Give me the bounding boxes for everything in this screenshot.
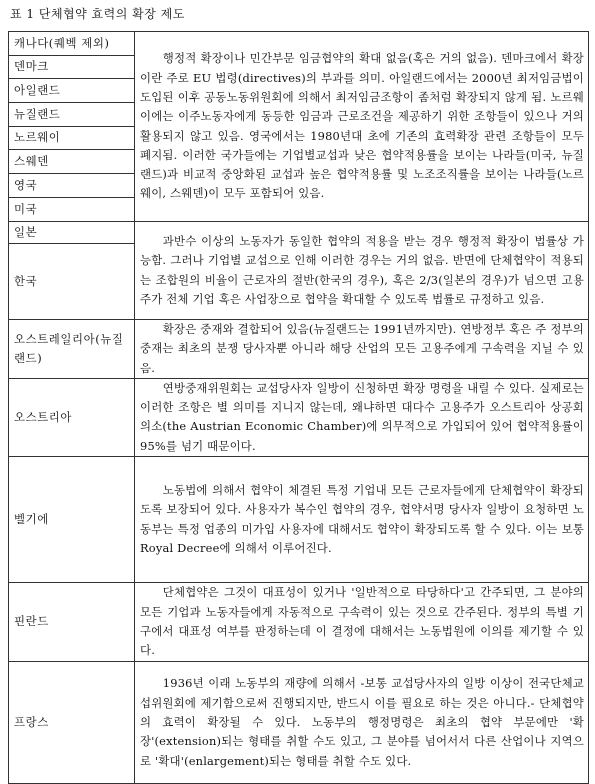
country-cell: 스웨덴 (9, 150, 135, 174)
description-text: 확장은 중재와 결합되어 있음(뉴질랜드는 1991년까지만). 연방정부 혹은 주 정부의 중재는 최초의 분쟁 당사자뿐 아니라 해당 산업의 모든 고용주에게 구속력을 지닐 수 있음. (140, 322, 584, 375)
country-cell: 미국 (9, 198, 135, 222)
description-cell (135, 222, 589, 320)
description-text: 단체협약은 그것이 대표성이 있거나 '일반적으로 타당하다'고 간주되면, 그 분야의 모든 기업과 노동자들에게 자동적으로 구속력이 있는 것으로 간주된다. 정부의 특별 기구에서 대표성 여부를 판정하는데 이 결정에 대해서는 노동법원에 이의를 제기할 수 있다. (140, 585, 584, 658)
description-text: 행정적 확장이나 민간부문 임금협약의 확대 없음(혹은 거의 없음). 덴마크에서 확장이란 주로 EU 법령(directives)의 부과를 의미. 아일랜드에서는 2000년 최저임금법이 도입된 이후 공동노동위원회에 의해서 최저임금조항이 좀처럼 확장되지 않게 됨. 노르웨이에는 이주노동자에게 동등한 임금과 근로조건을 제공하기 위한 조항들이 있으나 거의 활용되지 않고 있음. 영국에서는 1980년대 초에 기존의 효력확장 관련 조항들이 모두 폐지됨. 이러한 국가들에는 기업별교섭과 낮은 협약적용률을 보이는 나라들(미국, 뉴질랜드)과 비교적 중앙화된 교섭과 높은 협약적용률 및 노조조직률을 보이는 나라들(노르웨이, 스웨덴)이 모두 포함되어 있음. (140, 51, 584, 201)
country-cell: 프랑스 (9, 662, 135, 784)
country-cell: 한국 (9, 244, 135, 320)
description-text: 연방중재위원회는 교섭당사자 일방이 신청하면 확장 명령을 내릴 수 있다. 실제로는 이러한 조항은 별 의미를 지니지 않는데, 왜냐하면 대다수 고용주가 오스트리아 상공회의소(the Austrian Economic Chamber)에 의무적으로 가입되어 있어 협약적용률이 95%를 넘기 때문이다. (140, 380, 584, 453)
country-cell: 벨기에 (9, 457, 135, 583)
country-cell: 일본 (9, 222, 135, 244)
country-cell: 캐나다(퀘벡 제외) (9, 32, 135, 56)
description-text: 1936년 이래 노동부의 재량에 의해서 -보통 교섭당사자의 일방 이상이 전국단체교섭위원회에 제기함으로써 진행되지만, 반드시 이를 필요로 하는 것은 아니다.- 단체협약의 효력이 확장될 수 있다. 노동부의 행정명령은 최초의 협약 부문에만 '확장'(extension)되는 형태를 취할 수도 있고, 그 분야를 넘어서서 다른 산업이나 지역으로 '확대'(enlargement)되는 형태를 취할 수도 있다. (140, 676, 584, 768)
country-cell: 오스트레일리아(뉴질랜드) (9, 320, 135, 379)
country-cell: 오스트리아 (9, 378, 135, 456)
description-cell (135, 583, 589, 662)
country-cell: 노르웨이 (9, 127, 135, 150)
description-cell (135, 378, 589, 456)
country-cell: 영국 (9, 174, 135, 198)
table-caption: 표 1 단체협약 효력의 확장 제도 (10, 7, 185, 21)
country-cell: 덴마크 (9, 56, 135, 79)
country-cell: 뉴질랜드 (9, 103, 135, 127)
description-text: 노동법에 의해서 협약이 체결된 특정 기업내 모든 근로자들에게 단체협약이 확장되도록 보장되어 있다. 사용자가 복수인 협약의 경우, 협약서명 당사자 일방이 요청하면 노동부는 특정 업종의 미가입 사용자에 대해서도 협약이 확장되도록 할 수 있다. 이는 보통 Royal Decree에 의해서 이루어진다. (140, 482, 584, 555)
description-cell (135, 662, 589, 784)
description-text: 과반수 이상의 노동자가 동일한 협약의 적용을 받는 경우 행정적 확장이 법률상 가능함. 그러나 기업별 교섭으로 인해 이러한 경우는 거의 없음. 반면에 단체협약이 적용되는 조합원의 비율이 근로자의 절반(한국의 경우), 혹은 2/3(일본의 경우)가 넘으면 고용주가 전체 기업 혹은 사업장으로 협약을 확대할 수 있도록 법률로 규정하고 있음. (140, 233, 584, 306)
description-cell (135, 320, 589, 379)
country-cell: 아일랜드 (9, 79, 135, 103)
description-cell (135, 457, 589, 583)
extension-system-table (8, 31, 589, 784)
country-cell: 핀란드 (9, 583, 135, 662)
description-cell (135, 32, 589, 222)
